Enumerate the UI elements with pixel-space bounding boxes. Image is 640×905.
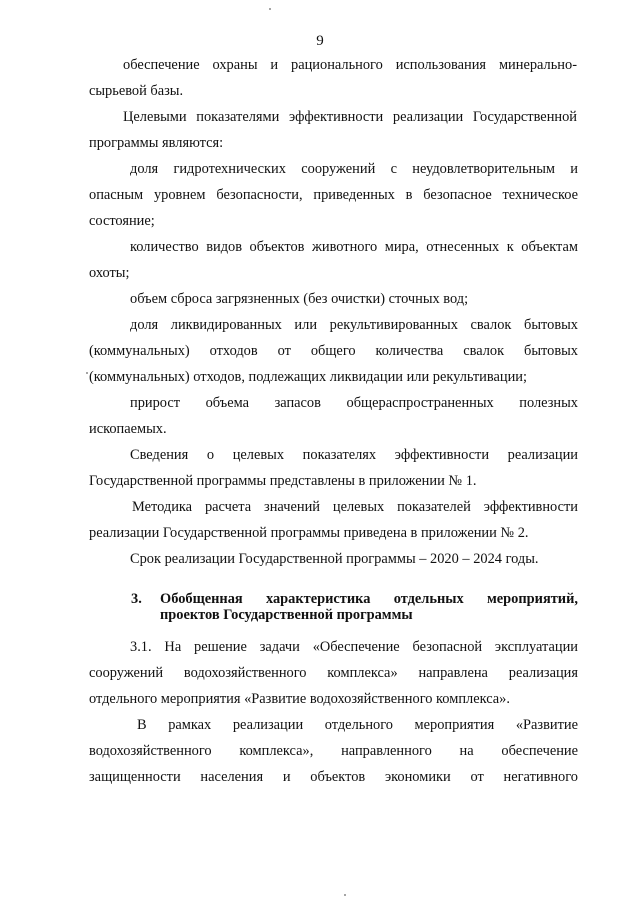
text-line: отдельного мероприятия «Развитие водохозяйственного комплекса». [89, 691, 510, 707]
scan-speck [86, 372, 88, 374]
text-line: Сведения о целевых показателях эффективности реализации [130, 447, 578, 463]
text-line: (коммунальных) отходов, подлежащих ликвидации или рекультивации; [89, 369, 527, 385]
section-title-line: Обобщенная характеристика отдельных мероприятий, [160, 591, 578, 607]
text-line: В рамках реализации отдельного мероприятия «Развитие [137, 717, 578, 733]
text-line: опасным уровнем безопасности, приведенных в безопасное техническое [89, 187, 578, 203]
text-line: прирост объема запасов общераспространенных полезных [130, 395, 578, 411]
text-line: (коммунальных) отходов от общего количества свалок бытовых [89, 343, 578, 359]
text-line: объем сброса загрязненных (без очистки) сточных вод; [130, 291, 469, 307]
text-line: ископаемых. [89, 421, 167, 437]
text-line: охоты; [89, 265, 130, 281]
scan-speck [269, 8, 271, 10]
page-number: 9 [316, 33, 324, 49]
text-line: обеспечение охраны и рационального использования минерально- [123, 57, 577, 73]
text-line: сооружений водохозяйственного комплекса» направлена реализация [89, 665, 578, 681]
text-line: 3.1. На решение задачи «Обеспечение безопасной эксплуатации [130, 639, 578, 655]
text-line: состояние; [89, 213, 155, 229]
text-line: доля ликвидированных или рекультивированных свалок бытовых [130, 317, 578, 333]
text-line: Государственной программы представлены в приложении № 1. [89, 473, 477, 489]
text-line: доля гидротехнических сооружений с неудовлетворительным и [130, 161, 578, 177]
text-line: Срок реализации Государственной программы – 2020 – 2024 годы. [130, 551, 539, 567]
section-number: 3. [131, 591, 142, 607]
text-line: Методика расчета значений целевых показателей эффективности [132, 499, 578, 515]
scan-speck [344, 894, 346, 896]
section-title-line: проектов Государственной программы [160, 607, 413, 623]
text-line: Целевыми показателями эффективности реализации Государственной [123, 109, 577, 125]
text-line: реализации Государственной программы приведена в приложении № 2. [89, 525, 529, 541]
text-line: сырьевой базы. [89, 83, 184, 99]
text-line: водохозяйственного комплекса», направленного на обеспечение [89, 743, 578, 759]
text-line: защищенности населения и объектов экономики от негативного [89, 769, 578, 785]
text-line: программы являются: [89, 135, 224, 151]
text-line: количество видов объектов животного мира, отнесенных к объектам [130, 239, 578, 255]
